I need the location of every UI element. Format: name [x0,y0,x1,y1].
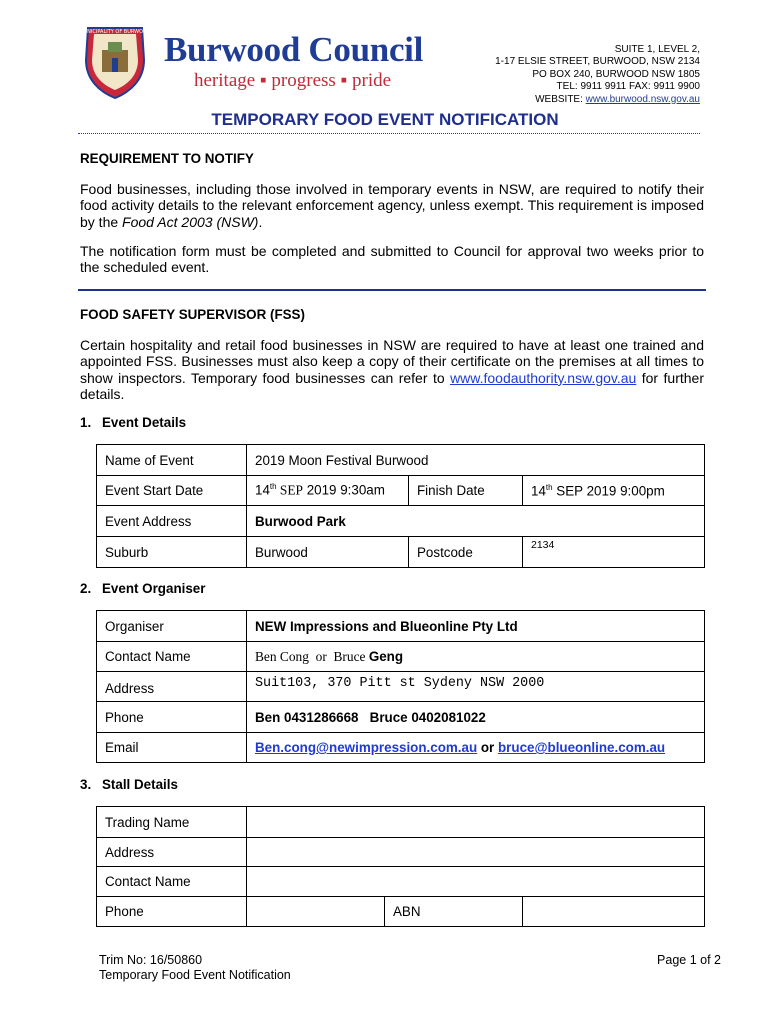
section-title: Event Details [102,415,187,430]
fss-text-end: for further details. [80,369,704,402]
stall-address-field[interactable] [247,838,705,867]
start-month: SEP [276,482,303,498]
stall-phone-label: Phone [97,897,247,927]
table-row [97,506,705,537]
stall-contact-label: Contact Name [97,867,247,897]
table-row [97,838,705,867]
table-row [97,807,705,838]
finish-day-suffix: th [545,482,553,492]
stall-details-table [96,806,705,927]
address-label: Address [97,672,247,702]
requirement-text: Food businesses, including those involved in temporary events in NSW, are required to notify their food activity details to the relevant enforcement agency, unless exempt. This requirement is imposed by the [80,181,704,230]
food-authority-link[interactable]: www.foodauthority.nsw.gov.au [450,369,637,386]
start-date-rest: 2019 9:30am [303,482,385,498]
contact-name-field[interactable] [247,642,705,672]
event-start-label: Event Start Date [97,476,247,506]
council-seal-logo [78,20,152,100]
website-line [495,94,700,106]
postcode-label: Postcode [409,537,523,568]
event-address-label: Event Address [97,506,247,537]
address-line: 1-17 ELSIE STREET, BURWOOD, NSW 2134 [495,56,700,68]
requirement-text-end: . [258,213,263,230]
email-label: Email [97,733,247,763]
seal-text: MUNICIPALITY OF BURWOOD [79,29,151,35]
suburb-field[interactable]: Burwood [247,537,409,568]
food-act-reference: Food Act 2003 (NSW) [122,213,259,230]
email-link-1[interactable]: Ben.cong@newimpression.com.au [255,740,478,755]
organiser-label: Organiser [97,611,247,642]
table-row [97,733,705,763]
trading-name-label: Trading Name [97,807,247,838]
start-day: 14 [255,482,270,498]
section-number: 2. [80,581,92,596]
phone-label: Phone [97,702,247,733]
suburb-label: Suburb [97,537,247,568]
event-organiser-heading [80,581,205,596]
finish-date-rest: SEP 2019 9:00pm [552,483,665,499]
start-day-suffix: th [269,482,277,492]
table-row [97,537,705,568]
council-address-block [495,44,700,106]
event-name-label: Name of Event [97,445,247,476]
fss-paragraph [80,337,704,402]
event-details-table [96,444,705,568]
table-row [97,611,705,642]
event-start-field[interactable] [247,476,409,506]
email-separator: or [477,740,498,755]
trading-name-field[interactable] [247,807,705,838]
table-row [97,867,705,897]
stall-address-label: Address [97,838,247,867]
footer-info [99,953,291,983]
abn-field[interactable] [523,897,705,927]
organiser-email-field[interactable] [247,733,705,763]
section-number: 1. [80,415,92,430]
document-title: TEMPORARY FOOD EVENT NOTIFICATION [211,110,559,129]
finish-date-field[interactable] [523,476,705,506]
table-row [97,476,705,506]
council-name: Burwood Council [164,30,424,69]
requirement-heading: REQUIREMENT TO NOTIFY [80,151,254,166]
organiser-field[interactable]: NEW Impressions and Blueonline Pty Ltd [247,611,705,642]
title-divider [78,133,700,134]
requirement-paragraph-2: The notification form must be completed and submitted to Council for approval two weeks prior to the scheduled event. [80,243,704,276]
table-row [97,897,705,927]
contact-name-text: Ben Cong or Bruce [255,648,369,664]
email-link-2[interactable]: bruce@blueonline.com.au [498,740,666,755]
address-line: SUITE 1, LEVEL 2, [614,44,700,55]
stall-details-heading [80,777,178,792]
requirement-paragraph-1 [80,181,704,230]
abn-label: ABN [385,897,523,927]
table-row [97,672,705,702]
website-link[interactable]: www.burwood.nsw.gov.au [585,93,700,105]
section-divider [78,289,706,291]
finish-day: 14 [531,483,546,499]
organiser-phone-field[interactable]: Ben 0431286668 Bruce 0402081022 [247,702,705,733]
section-title: Event Organiser [102,581,206,596]
event-name-field[interactable]: 2019 Moon Festival Burwood [247,445,705,476]
trim-number: Trim No: 16/50860 [99,953,203,967]
page-number: Page 1 of 2 [657,953,721,967]
section-number: 3. [80,777,92,792]
fss-heading: FOOD SAFETY SUPERVISOR (FSS) [80,307,305,322]
finish-date-label: Finish Date [409,476,523,506]
postcode-field[interactable]: 2134 [523,537,705,568]
organiser-address-field[interactable]: Suit103, 370 Pitt st Sydeny NSW 2000 [247,672,705,702]
stall-contact-field[interactable] [247,867,705,897]
council-tagline: heritage ▪ progress ▪ pride [194,70,392,91]
table-row [97,445,705,476]
address-line: TEL: 9911 9911 FAX: 9911 9900 [556,81,700,93]
fss-text: Certain hospitality and retail food businesses in NSW are required to have at least one trained and appointed FSS. Businesses must also keep a copy of their certificate on the premises at all times to show inspectors. Temporary food businesses can refer to [80,337,704,386]
table-row [97,642,705,672]
event-organiser-table [96,610,705,763]
website-label: WEBSITE: [535,93,583,105]
contact-name-label: Contact Name [97,642,247,672]
table-row [97,702,705,733]
contact-surname: Geng [368,648,404,664]
section-title: Stall Details [102,777,178,792]
footer-document-name: Temporary Food Event Notification [99,968,291,982]
event-address-field[interactable]: Burwood Park [247,506,705,537]
event-details-heading [80,415,186,430]
address-line: PO BOX 240, BURWOOD NSW 1805 [532,68,700,80]
stall-phone-field[interactable] [247,897,385,927]
